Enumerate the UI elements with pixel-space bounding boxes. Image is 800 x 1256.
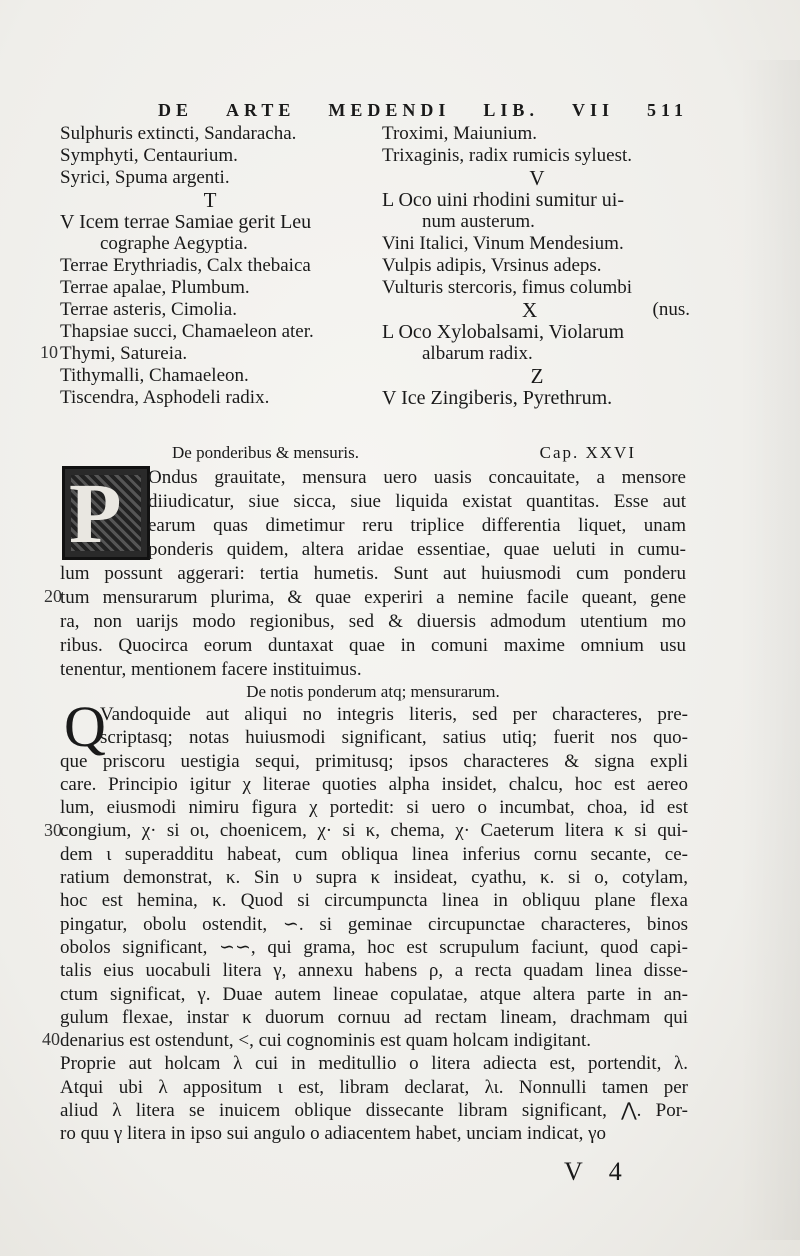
glossary-entry: Symphyti, Centaurium. [60,145,238,166]
text-line: diiudicatur, siue sicca, siue liquida existat quantitas. Esse aut [148,491,686,512]
notes-body [60,694,688,1146]
text-line: denarius est ostendunt, <, cui cognominis est quam holcam indigitant. [60,1030,592,1052]
text-line: ribus. Quocirca eorum duntaxat quae in comuni maxime omnium usu [60,635,686,656]
chapter-title: De ponderibus & mensuris. [172,443,359,462]
margin-line-number: 20 [44,586,62,606]
running-header [158,100,688,121]
glossary-entry: albarum radix. [422,343,533,364]
header-word: LIB. [483,100,539,120]
text-line: lum, eiusmodi nimiru figura χ portedit: si uero ο incumbat, choa, id est [60,797,688,819]
glossary-entry: Terrae asteris, Cimolia. [60,299,237,320]
glossary-left-column [60,123,360,409]
text-line: que priscoru uestigia sequi, primitusq; ipsos characteres & signa expli [60,750,688,772]
glossary-right-column [382,123,692,409]
section-letter: T [203,188,217,212]
drop-cap: Q [64,694,106,759]
text-line: dem ι superadditu habeat, cum obliqua linea inferius cornu secante, ce- [60,843,688,865]
glossary-entry: cographe Aegyptia. [100,233,248,254]
glossary-entry: Tithymalli, Chamaeleon. [60,365,249,386]
text-line: ctum significat, γ. Duae autem lineae copulatae, atque altera parte in an- [60,983,688,1005]
text-line: tum mensurarum plurima, & quae experiri a nemine facile queant, gene [60,587,686,608]
text-line: congium, χ· si οι, choenicem, χ· si κ, chema, χ· Caeterum litera κ si qui- [60,820,688,842]
text-line: tenentur, mentionem facere instituimus. [60,659,362,680]
glossary-entry: Terrae apalae, Plumbum. [60,277,250,298]
glossary-entry: Terrae Erythriadis, Calx thebaica [60,255,311,276]
text-line: pingatur, obolu ostendit, ∽. si geminae circupunctae characteres, binos [60,913,688,935]
text-line: ratium demonstrat, κ. Sin υ supra κ insideat, cyathu, κ. si ο, cotylam, [60,867,688,889]
header-word: MEDENDI [328,100,451,120]
glossary-entry-continuation: (nus. [652,299,690,320]
text-line: Proprie aut holcam λ cui in meditullio ο litera adiecta est, portendit, λ. [60,1053,688,1075]
glossary-entry: Vini Italici, Vinum Mendesium. [382,233,624,254]
section-letter: X [522,298,538,322]
glossary-entry: Trixaginis, radix rumicis syluest. [382,145,632,166]
text-line: gulum flexae, instar κ duorum cornuu ad rectam lineam, drachmam qui [60,1006,688,1028]
glossary-entry: Thapsiae succi, Chamaeleon ater. [60,321,314,342]
text-line: scriptasq; notas huiusmodi significant, satius utiq; fuerit nos quo- [100,727,688,749]
text-line: talis eius uocabuli litera γ, annexu habens ρ, a recta quadam linea disse- [60,960,688,982]
text-line: Ondus grauitate, mensura uero uasis concauitate, a mensore [148,467,686,488]
margin-line-number: 10 [40,342,58,362]
text-line: care. Principio igitur χ literae quoties alpha insidet, chalcu, hoc est aereo [60,773,688,795]
glossary-entry: Syrici, Spuma argenti. [60,167,230,188]
chapter-body [60,466,686,682]
section-letter: Z [530,364,544,388]
signature-mark: V 4 [564,1157,632,1186]
page-shadow [740,60,800,1240]
text-line: ponderis quidem, altera aridae essentiae, quae ueluti in cumu- [148,539,686,560]
subheading: De notis ponderum atq; mensurarum. [246,682,500,701]
chapter-heading [172,443,692,463]
text-line: lum possunt aggerari: tertia humetis. Sunt aut huiusmodi cum ponderu [60,563,686,584]
glossary-entry: Vulturis stercoris, fimus columbi [382,277,633,298]
text-line: ra, non uarijs modo regionibus, sed & diuersis admodum utentium mo [60,611,686,632]
glossary-entry: Thymi, Satureia. [60,343,188,364]
glossary-entry: Tiscendra, Asphodeli radix. [60,387,270,408]
chapter-number: Cap. XXVI [539,443,636,462]
text-line: aliud λ litera se inuicem oblique dissecante libram significant, ⋀. Por- [60,1100,688,1122]
margin-line-number: 30 [44,820,62,840]
glossary-entry: L Oco Xylobalsami, Violarum [382,321,625,343]
text-line: Vandoquide aut aliqui no integris literis, sed per characteres, pre- [100,704,688,725]
header-word: ARTE [226,100,296,120]
glossary-entry: Troximi, Maiunium. [382,123,538,144]
glossary-entry: Vulpis adipis, Vrsinus adeps. [382,255,602,276]
header-word: VII [571,100,614,120]
ornament-letter: P [69,465,122,561]
glossary-entry: Sulphuris extincti, Sandaracha. [60,123,297,144]
page-number: 511 [646,100,688,120]
text-line: earum quas dimetimur reru triplice differentia liquet, unam [148,515,686,536]
margin-line-number: 40 [42,1029,60,1049]
text-line: hoc est hemina, κ. Quod si circumpuncta linea in obliquu plane flexa [60,890,688,912]
text-line: Atqui ubi λ appositum ι est, libram declarat, λι. Nonnulli tamen per [60,1076,688,1098]
glossary-entry: V Icem terrae Samiae gerit Leu [60,211,312,233]
header-word: DE [158,100,194,120]
text-line: ro quu γ litera in ipso sui angulo ο adiacentem habet, unciam indicat, γο [60,1123,607,1145]
glossary-entry: L Oco uini rhodini sumitur ui- [382,189,625,211]
section-letter: V [529,166,545,190]
glossary-entry: V Ice Zingiberis, Pyrethrum. [382,387,613,409]
glossary-entry: num austerum. [422,211,535,232]
text-line: obolos significant, ∽∽, qui grama, hoc est scrupulum faciunt, quod capi- [60,936,688,958]
